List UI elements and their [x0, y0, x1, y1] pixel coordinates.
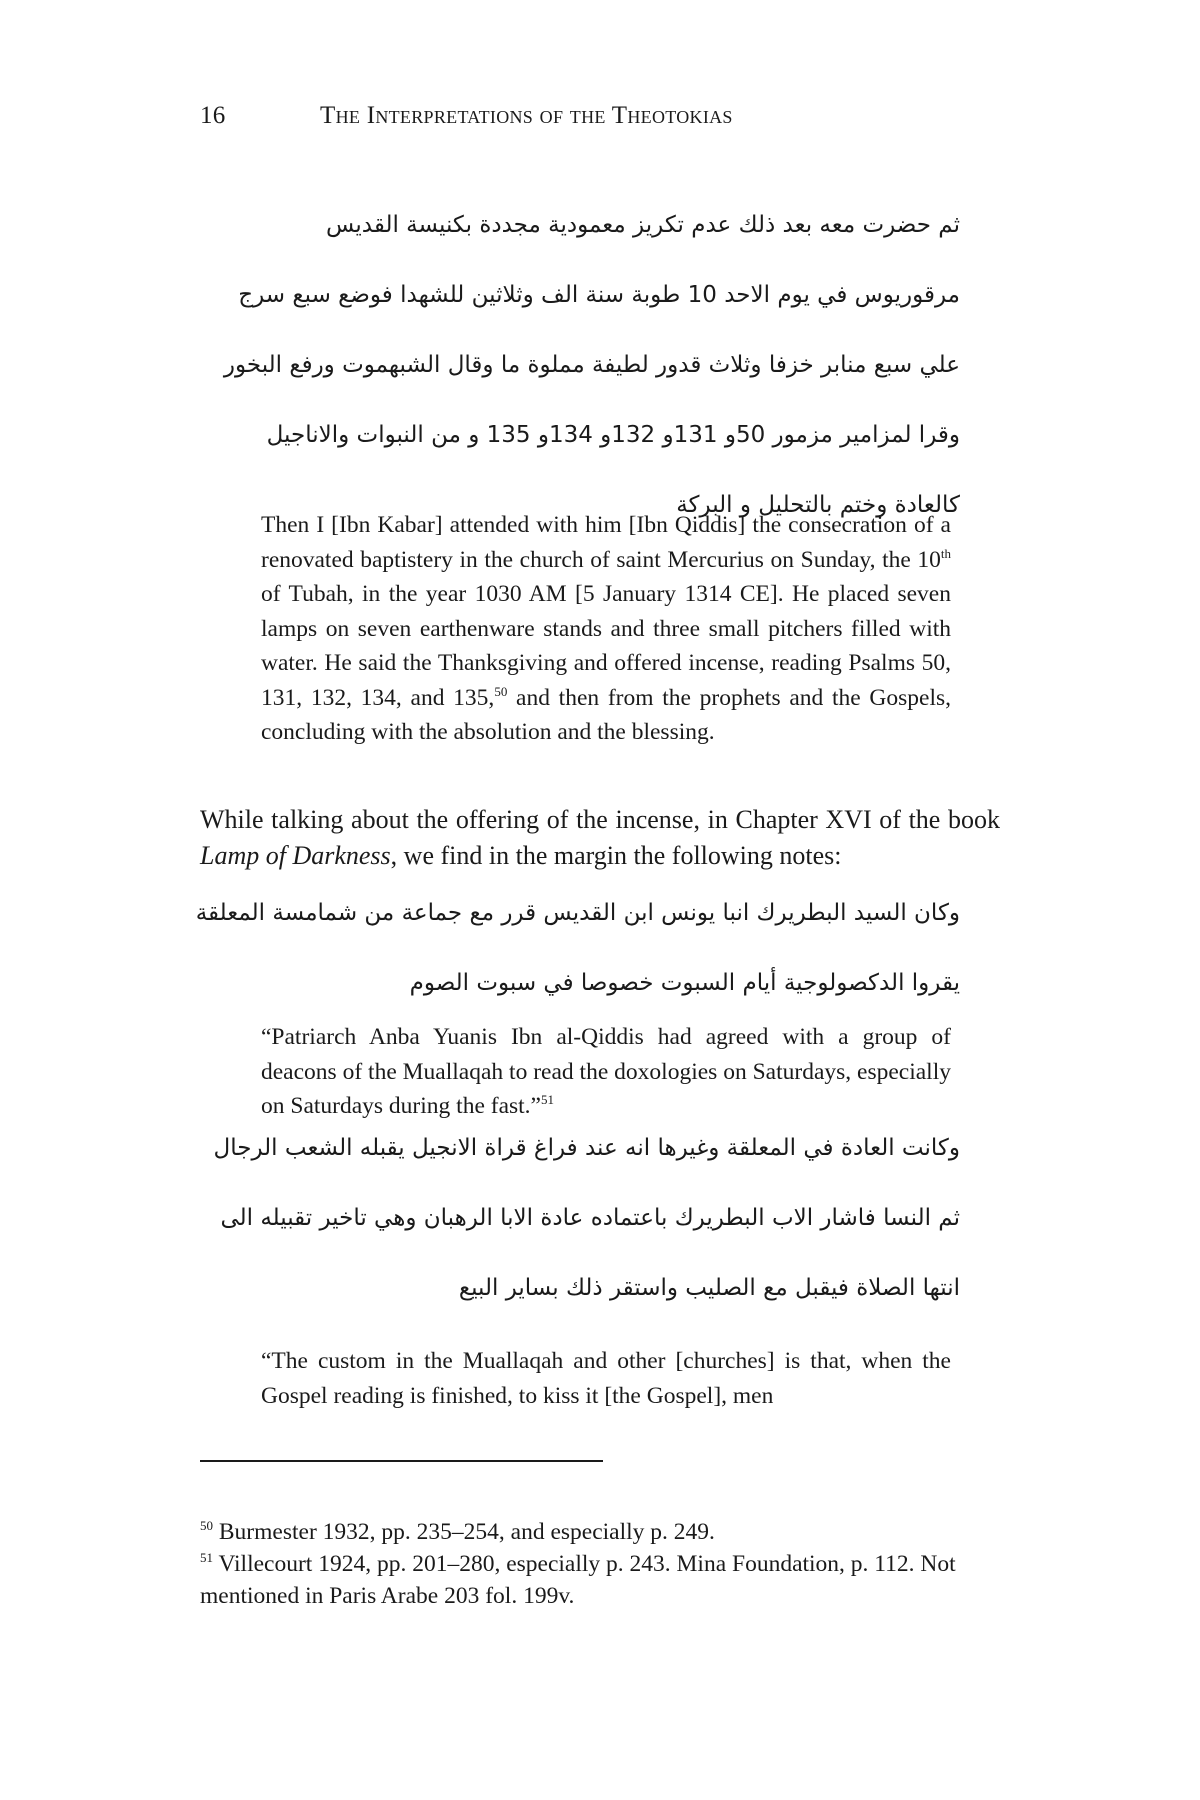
arabic-line: وكانت العادة في المعلقة وغيرها انه عند فراغ قراة الانجيل يقبله الشعب الرجال [213, 1135, 960, 1161]
body-text: While talking about the offering of the incense, in Chapter XVI of the book [200, 805, 1000, 834]
page-number: 16 [200, 102, 226, 129]
arabic-passage-1 [223, 190, 960, 540]
running-head [200, 102, 1000, 142]
footnote-50 [200, 1516, 1020, 1548]
translation-quote-2 [261, 1020, 951, 1124]
translation-quote-1 [261, 508, 951, 750]
arabic-line: وكان السيد البطريرك انبا يونس ابن القديس قرر مع جماعة من شمامسة المعلقة [195, 900, 960, 926]
arabic-line: يقروا الدكصولوجية أيام السبوت خصوصا في سبوت الصوم [409, 970, 960, 996]
footnote-text: Burmester 1932, pp. 235–254, and especially p. 249. [213, 1519, 715, 1545]
quote-text: of Tubah, in the year 1030 AM [5 January 1314 CE]. He placed seven lamps on seven earthenware stands and three small pitchers filled with water. He said the Thanksgiving and offered incense, reading Psalms 50, 131, 132, 134, and 135, [261, 581, 951, 711]
footnote-ref-51[interactable]: 51 [540, 1092, 554, 1108]
arabic-line: ثم حضرت معه بعد ذلك عدم تكريز معمودية مجددة بكنيسة القديس [326, 212, 960, 238]
body-text: , we find in the margin the following notes: [390, 841, 842, 870]
footnote-number: 50 [200, 1518, 213, 1534]
quote-text: and then from the prophets and the Gospels, concluding with the absolution and the blessing. [261, 684, 951, 745]
arabic-line: مرقوريوس في يوم الاحد 10 طوبة سنة الف وثلاثين للشهدا فوضع سبع سرج [238, 282, 960, 308]
footnote-divider [200, 1460, 603, 1462]
book-title: Lamp of Darkness [200, 841, 391, 870]
arabic-line: ثم النسا فاشار الاب البطريرك باعتماده عادة الابا الرهبان وهي تاخير تقبيله الى [220, 1205, 960, 1231]
quote-text: “Patriarch Anba Yuanis Ibn al-Qiddis had agreed with a group of deacons of the Muallaqah to read the doxologies on Saturdays, especially on Saturdays during the fast.” [261, 1024, 951, 1119]
arabic-line: علي سبع منابر خزفا وثلاث قدور لطيفة مملوة ما وقال الشبهموت ورفع البخور [223, 352, 960, 378]
arabic-line: وقرا لمزامير مزمور 50و 131و 132و 134و 135 و من النبوات والاناجيل [266, 422, 960, 448]
quote-text: “The custom in the Muallaqah and other [churches] is that, when the Gospel reading is finished, to kiss it [the Gospel], men [261, 1348, 951, 1409]
ordinal-superscript: th [940, 545, 951, 561]
footnote-number: 51 [200, 1550, 213, 1566]
body-paragraph [200, 802, 1000, 874]
arabic-passage-2 [195, 878, 960, 1018]
footnote-51 [200, 1548, 1020, 1612]
footnote-text: Villecourt 1924, pp. 201–280, especially p. 243. Mina Foundation, p. 112. Not mentioned in Paris Arabe 203 fol. 199v. [200, 1551, 956, 1609]
arabic-line: كالعادة وختم بالتحليل و البركة [676, 492, 960, 518]
footnotes [200, 1516, 1020, 1612]
quote-text: Then I [Ibn Kabar] attended with him [Ibn Qiddis] the consecration of a renovated baptistery in the church of saint Mercurius on Sunday, the 10 [261, 512, 951, 573]
running-title: The Interpretations of the Theotokias [320, 102, 733, 129]
arabic-passage-3 [213, 1113, 960, 1323]
arabic-line: انتها الصلاة فيقبل مع الصليب واستقر ذلك بساير البيع [458, 1275, 960, 1301]
translation-quote-3 [261, 1344, 951, 1413]
footnote-ref-50[interactable]: 50 [494, 683, 508, 699]
